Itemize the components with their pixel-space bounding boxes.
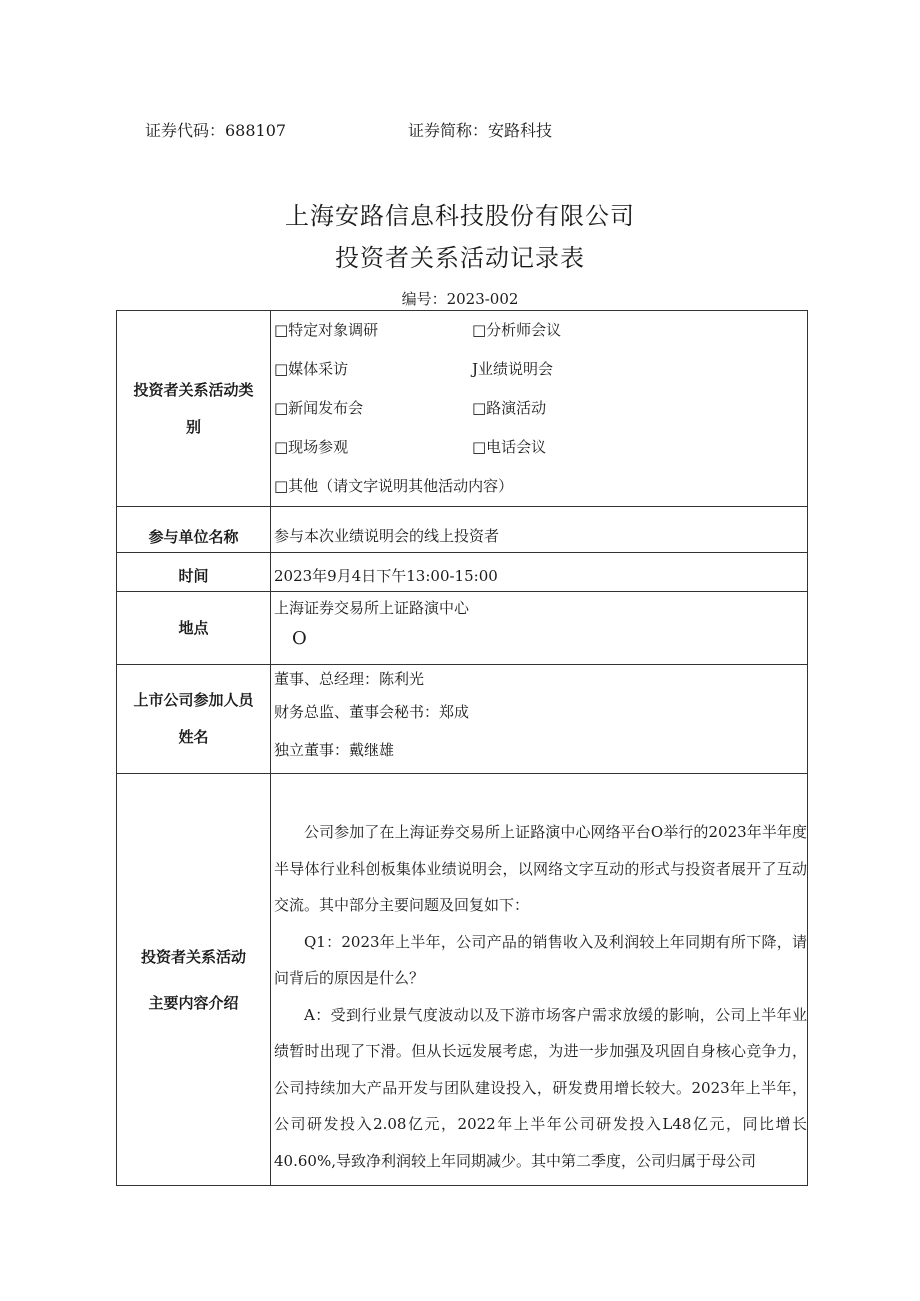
staff-line: 董事、总经理：陈利光 (274, 670, 425, 688)
location-text: 上海证券交易所上证路演中心 (274, 599, 470, 617)
option-media-interview[interactable]: □媒体采访 (274, 360, 349, 378)
time-row (117, 553, 808, 592)
participants-label: 参与单位名称 (117, 507, 271, 553)
option-specific-research[interactable]: □特定对象调研 (274, 321, 379, 339)
company-staff-list (271, 665, 808, 774)
main-content-body (271, 774, 808, 1186)
activity-type-label: 投资者关系活动类 别 (117, 311, 271, 507)
stock-abbreviation: 证券简称：安路科技 (408, 121, 553, 140)
option-phone-meeting[interactable]: □电话会议 (472, 438, 547, 456)
serial-number: 编号：2023-002 (401, 290, 519, 308)
company-staff-row (117, 665, 808, 774)
location-mark: O (292, 628, 307, 649)
location-label: 地点 (117, 592, 271, 665)
activity-type-row (117, 311, 808, 507)
participants-row (117, 507, 808, 553)
activity-type-options (271, 311, 808, 507)
content-paragraph: Q1：2023年上半年，公司产品的销售收入及利润较上年同期有所下降，请问背后的原因是什么？ (274, 932, 807, 987)
main-content-label: 投资者关系活动 主要内容介绍 (117, 774, 271, 1186)
option-site-visit[interactable]: □现场参观 (274, 438, 349, 456)
time-value: 2023年9月4日下午13:00-15:00 (271, 553, 808, 592)
main-content-row (117, 774, 808, 1186)
stock-code: 证券代码：688107 (145, 121, 287, 140)
participants-value: 参与本次业绩说明会的线上投资者 (271, 507, 808, 553)
company-staff-label: 上市公司参加人员 姓名 (117, 665, 271, 774)
option-analyst-meeting[interactable]: □分析师会议 (472, 321, 562, 339)
content-paragraph: 公司参加了在上海证券交易所上证路演中心网络平台O举行的2023年半年度半导体行业科创板集体业绩说明会，以网络文字互动的形式与投资者展开了互动交流。其中部分主要问题及回复如下： (274, 823, 807, 914)
time-label: 时间 (117, 553, 271, 592)
content-paragraph: A：受到行业景气度波动以及下游市场客户需求放缓的影响，公司上半年业绩暂时出现了下滑。但从长远发展考虑，为进一步加强及巩固自身核心竞争力，公司持续加大产品开发与团队建设投入，研发费用增长较大。2023年上半年，公司研发投入2.08亿元，2022年上半年公司研发投入L48亿元，同比增长40.60%,导致净利润较上年同期减少。其中第二季度，公司归属于母公司 (274, 1005, 807, 1170)
location-row (117, 592, 808, 665)
option-other[interactable]: □其他（请文字说明其他活动内容） (274, 477, 514, 495)
option-roadshow[interactable]: □路演活动 (472, 399, 547, 417)
company-name: 上海安路信息科技股份有限公司 (285, 202, 635, 230)
staff-line: 独立董事：戴继雄 (274, 741, 395, 759)
record-table (116, 310, 808, 1186)
form-title: 投资者关系活动记录表 (335, 244, 585, 272)
option-press-conference[interactable]: □新闻发布会 (274, 399, 364, 417)
location-value (271, 592, 808, 665)
option-earnings-call[interactable]: J业绩说明会 (472, 360, 554, 378)
staff-line: 财务总监、董事会秘书：郑成 (274, 703, 470, 721)
